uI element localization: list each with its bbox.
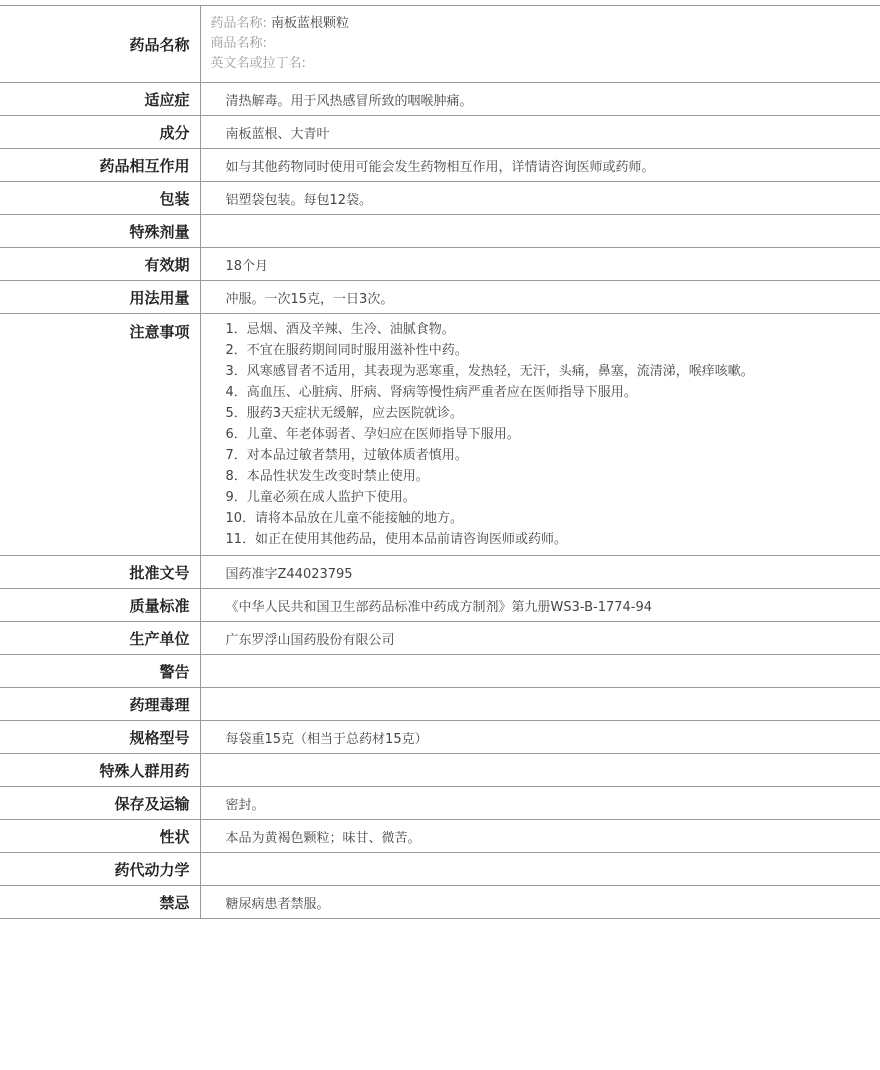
spec-row-packaging: [0, 182, 880, 215]
english-name-label: 英文名或拉丁名:: [210, 56, 306, 71]
generic-name-label: 药品名称:: [210, 16, 267, 31]
spec-row-precautions: [0, 314, 880, 556]
spec-label: 特殊剂量: [0, 215, 200, 248]
list-item: 11．如正在使用其他药品，使用本品前请咨询医师或药师。: [225, 532, 568, 547]
list-item: 1．忌烟、酒及辛辣、生冷、油腻食物。: [225, 322, 455, 337]
list-item: 5．服药3天症状无缓解，应去医院就诊。: [225, 406, 464, 421]
spec-row-specification: [0, 721, 880, 754]
spec-value: [200, 853, 880, 886]
spec-value: [200, 754, 880, 787]
spec-value: 糖尿病患者禁服。: [200, 886, 880, 919]
spec-row-special-dosage: [0, 215, 880, 248]
spec-label: 成分: [0, 116, 200, 149]
list-item: 9．儿童必须在成人监护下使用。: [225, 490, 416, 505]
trade-name-label: 商品名称:: [210, 36, 267, 51]
spec-value: 密封。: [200, 787, 880, 820]
spec-row-description: [0, 820, 880, 853]
spec-value: 广东罗浮山国药股份有限公司: [200, 622, 880, 655]
precautions-list: [226, 319, 786, 550]
spec-label: 禁忌: [0, 886, 200, 919]
list-item: 6．儿童、年老体弱者、孕妇应在医师指导下服用。: [225, 427, 520, 442]
spec-label: 生产单位: [0, 622, 200, 655]
spec-value: 清热解毒。用于风热感冒所致的咽喉肿痛。: [200, 83, 880, 116]
spec-row-shelf-life: [0, 248, 880, 281]
spec-row-storage: [0, 787, 880, 820]
spec-label: 注意事项: [0, 314, 200, 556]
spec-label: 适应症: [0, 83, 200, 116]
spec-label: 质量标准: [0, 589, 200, 622]
spec-row-interactions: [0, 149, 880, 182]
list-item: 2．不宜在服药期间同时服用滋补性中药。: [225, 343, 468, 358]
spec-value: 每袋重15克（相当于总药材15克）: [200, 721, 880, 754]
spec-label: 警告: [0, 655, 200, 688]
list-item: 10．请将本品放在儿童不能接触的地方。: [225, 511, 464, 526]
spec-label: 药理毒理: [0, 688, 200, 721]
generic-name-value: 南板蓝根颗粒: [271, 16, 350, 31]
spec-label: 药品名称: [0, 6, 200, 83]
spec-label: 保存及运输: [0, 787, 200, 820]
generic-name-line: [211, 14, 880, 34]
spec-row-pharmacology: [0, 688, 880, 721]
spec-row-contraindications: [0, 886, 880, 919]
spec-value: 冲服。一次15克，一日3次。: [200, 281, 880, 314]
spec-label: 用法用量: [0, 281, 200, 314]
spec-value: [200, 215, 880, 248]
spec-value: [200, 688, 880, 721]
spec-row-usage: [0, 281, 880, 314]
drug-spec-table: [0, 5, 880, 919]
spec-value: [200, 655, 880, 688]
spec-value: 如与其他药物同时使用可能会发生药物相互作用，详情请咨询医师或药师。: [200, 149, 880, 182]
spec-row-manufacturer: [0, 622, 880, 655]
spec-value: 国药准字Z44023795: [200, 556, 880, 589]
spec-value: 《中华人民共和国卫生部药品标准中药成方制剂》第九册WS3-B-1774-94: [200, 589, 880, 622]
spec-label: 性状: [0, 820, 200, 853]
spec-value: 铝塑袋包装。每包12袋。: [200, 182, 880, 215]
list-item: 7．对本品过敏者禁用，过敏体质者慎用。: [225, 448, 468, 463]
spec-label: 药代动力学: [0, 853, 200, 886]
list-item: 3．风寒感冒者不适用，其表现为恶寒重，发热轻，无汗，头痛，鼻塞，流清涕，喉痒咳嗽。: [225, 364, 754, 379]
spec-row-approval-number: [0, 556, 880, 589]
spec-row-special-populations: [0, 754, 880, 787]
spec-row-pharmacokinetics: [0, 853, 880, 886]
spec-value: 18个月: [200, 248, 880, 281]
spec-label: 批准文号: [0, 556, 200, 589]
spec-label: 药品相互作用: [0, 149, 200, 182]
spec-row-indications: [0, 83, 880, 116]
spec-label: 包装: [0, 182, 200, 215]
spec-label: 特殊人群用药: [0, 754, 200, 787]
spec-row-drug-name: [0, 6, 880, 83]
spec-value: [200, 314, 880, 556]
spec-label: 有效期: [0, 248, 200, 281]
list-item: 4．高血压、心脏病、肝病、肾病等慢性病严重者应在医师指导下服用。: [225, 385, 637, 400]
list-item: 8．本品性状发生改变时禁止使用。: [225, 469, 429, 484]
spec-value: 本品为黄褐色颗粒；味甘、微苦。: [200, 820, 880, 853]
spec-value: [200, 6, 880, 83]
spec-row-warning: [0, 655, 880, 688]
spec-row-ingredients: [0, 116, 880, 149]
spec-label: 规格型号: [0, 721, 200, 754]
spec-value: 南板蓝根、大青叶: [200, 116, 880, 149]
spec-row-quality-standard: [0, 589, 880, 622]
